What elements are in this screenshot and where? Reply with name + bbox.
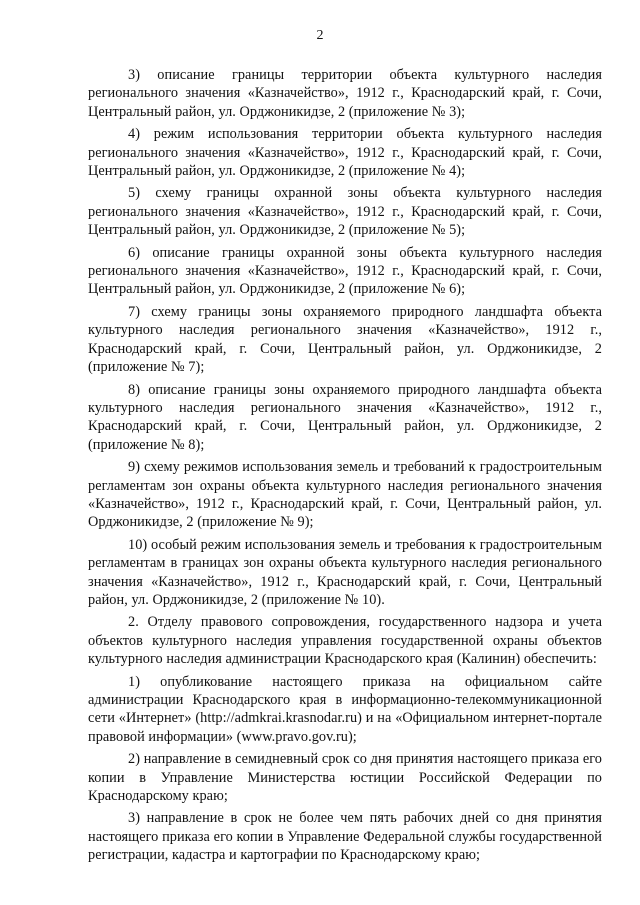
paragraph-item-7: 7) схему границы зоны охраняемого природного ландшафта объекта культурного наследия регионального значения «Казначейство», 1912 г., Краснодарский край, г. Сочи, Центральный район, ул. Орджоникидзе, 2 (приложение № 7); (88, 303, 602, 376)
page-number: 2 (316, 28, 324, 43)
paragraph-item-3: 3) описание границы территории объекта культурного наследия регионального значения «Казначейство», 1912 г., Краснодарский край, г. Сочи, Центральный район, ул. Орджоникидзе, 2 (приложение № 3); (88, 67, 602, 120)
paragraph-item-9: 9) схему режимов использования земель и требований к градостроительным регламентам зон охраны объекта культурного наследия регионального значения «Казначейство», 1912 г., Краснодарский край, г. Сочи, Центральный район, ул. Орджоникидзе, 2 (приложение № 9); (88, 459, 602, 531)
paragraph-item-5: 5) схему границы охранной зоны объекта культурного наследия регионального значения «Казначейство», 1912 г., Краснодарский край, г. Сочи, Центральный район, ул. Орджоникидзе, 2 (приложение № 5); (88, 185, 602, 239)
paragraph-subitem-3: 3) направление в срок не более чем пять рабочих дней со дня принятия настоящего приказа его копии в Управление Федеральной службы государственной регистрации, кадастра и картографии по Краснодарскому краю; (88, 810, 602, 864)
paragraph-item-8: 8) описание границы зоны охраняемого природного ландшафта объекта культурного наследия регионального значения «Казначейство», 1912 г., Краснодарский край, г. Сочи, Центральный район, ул. Орджоникидзе, 2 (приложение № 8); (88, 381, 602, 453)
paragraph-item-6: 6) описание границы охранной зоны объекта культурного наследия регионального значения «Казначейство», 1912 г., Краснодарский край, г. Сочи, Центральный район, ул. Орджоникидзе, 2 (приложение № 6); (88, 244, 602, 298)
paragraph-subitem-1: 1) опубликование настоящего приказа на официальном сайте администрации Краснодарского края в информационно-телекоммуникационной сети «Интернет» (http://admkrai.krasnodar.ru) и на «Официальном интернет-портале правовой информации» (www.pravo.gov.ru); (88, 673, 602, 745)
paragraph-item-10: 10) особый режим использования земель и требования к градостроительным регламентам в границах зон охраны объекта культурного наследия регионального значения «Казначейство», 1912 г., Краснодарский край, г. Сочи, Центральный район, ул. Орджоникидзе, 2 (приложение № 10). (88, 536, 602, 608)
paragraph-item-4: 4) режим использования территории объекта культурного наследия регионального значения «Казначейство», 1912 г., Краснодарский край, г. Сочи, Центральный район, ул. Орджоникидзе, 2 (приложение № 4); (88, 126, 602, 180)
paragraph-section-2: 2. Отделу правового сопровождения, государственного надзора и учета объектов культурного наследия управления государственной охраны объектов культурного наследия администрации Краснодарского края (Калинин) обеспечить: (88, 614, 602, 668)
paragraph-subitem-2: 2) направление в семидневный срок со дня принятия настоящего приказа его копии в Управление Министерства юстиции Российской Федерации по Краснодарскому краю; (88, 751, 602, 805)
